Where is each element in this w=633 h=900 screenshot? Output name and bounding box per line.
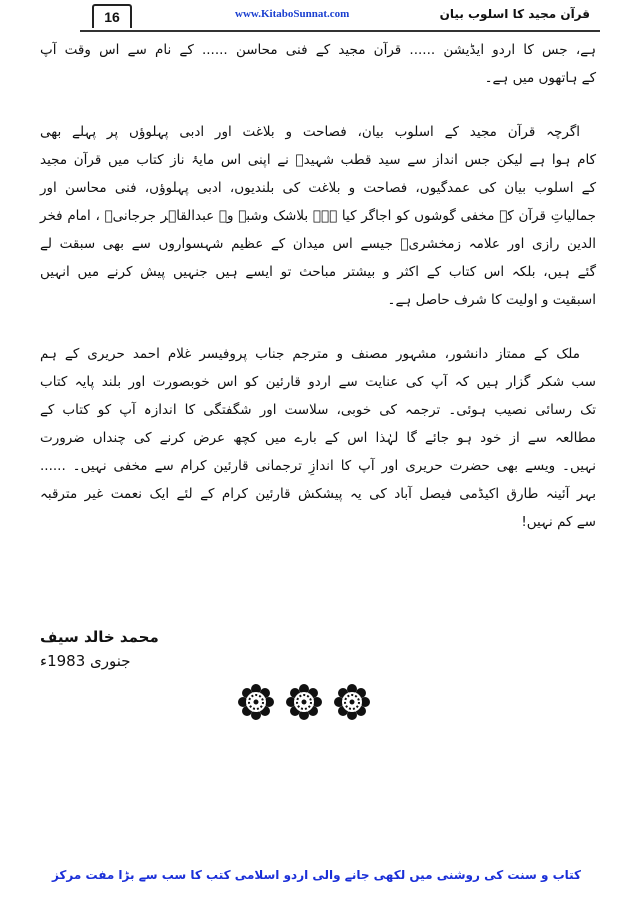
- signature-date: جنوری 1983ء: [40, 652, 131, 670]
- text-line: سب شکر گزار ہیں کہ آپ کی عنایت سے اردو قارئین کو اس خوبصورت اور بلند پایہ کتاب: [40, 374, 596, 390]
- page-header: [80, 0, 600, 32]
- flower-ornament-icon: [238, 684, 274, 720]
- text-line: کے ہاتھوں میں ہے۔: [484, 70, 596, 86]
- paragraph: [40, 36, 596, 92]
- text-line: بہر آئینہ طارق اکیڈمی فیصل آباد کی یہ پیشکش قارئین کرام کے لئے ایک نعمت غیر مترقبہ: [40, 486, 596, 502]
- header-rule: [80, 30, 600, 32]
- text-line: کام ہوا ہے لیکن جس انداز سے سید قطب شہیدؒ نے اپنی اس مایۂ ناز کتاب میں قرآن مجید: [40, 152, 596, 168]
- paragraph: [40, 340, 596, 536]
- footer-tagline: کتاب و سنت کی روشنی میں لکھی جانے والی اردو اسلامی کتب کا سب سے بڑا مفت مرکز: [51, 868, 582, 882]
- text-line: ہے، جس کا اردو ایڈیشن ...... قرآن مجید کے فنی محاسن ...... کے نام سے اس وقت آپ: [40, 42, 596, 58]
- text-line: الدین رازی اور علامہ زمخشریؒ جیسے اس میدان کے عظیم شہسواروں سے بھی سبقت لے: [40, 236, 596, 252]
- website-link[interactable]: www.KitaboSunnat.com: [235, 8, 350, 20]
- paragraph: [40, 118, 596, 314]
- text-line: اگرچہ قرآن مجید کے اسلوب بیان، فصاحت و بلاغت اور ادبی پہلوؤں پر پہلے بھی: [40, 124, 580, 140]
- flower-ornament-icon: [334, 684, 370, 720]
- section-ornaments: [238, 684, 370, 720]
- body-text: [40, 36, 596, 536]
- flower-ornament-icon: [286, 684, 322, 720]
- text-line: کے اسلوب بیان کی عمدگیوں، فصاحت و بلاغت کی بلندیوں، ادبی پہلوؤں، فنی محاسن اور: [40, 180, 596, 196]
- text-line: سے کم نہیں!: [521, 514, 596, 530]
- text-line: مطالعہ سے از خود ہو جائے گا لہٰذا اس کے بارے میں کچھ عرض کرنے کی چنداں ضرورت: [40, 430, 596, 446]
- running-title: قرآن مجید کا اسلوب بیان: [439, 7, 590, 21]
- text-line: تک رسائی نصیب ہوئی۔ ترجمہ کی خوبی، سلاست اور شگفتگی کا اندازہ آپ کو کتاب کے: [40, 402, 596, 418]
- text-line: ملک کے ممتاز دانشور، مشہور مصنف و مترجم جناب پروفیسر غلام احمد حریری کے ہم: [40, 346, 580, 362]
- text-line: جمالیاتِ قرآن کے مخفی گوشوں کو اجاگر کیا ہے۔ بلاشک وشبہ وہ عبدالقاہر جرجانیؒ ، امام فخر: [40, 208, 596, 224]
- text-line: نہیں۔ ویسے بھی حضرت حریری اور آپ کا اندازِ ترجمانی قارئین کرام سے مخفی نہیں۔ ......: [40, 458, 596, 474]
- text-line: اسبقیت و اولیت کا شرف حاصل ہے۔: [387, 292, 596, 308]
- author-name: محمد خالد سیف: [40, 628, 159, 646]
- text-line: گئے ہیں، بلکہ اس کتاب کے اکثر و بیشتر مباحث تو ایسے ہیں جنہیں پیش کرنے میں انہیں: [40, 264, 596, 280]
- page-number: 16: [92, 4, 132, 28]
